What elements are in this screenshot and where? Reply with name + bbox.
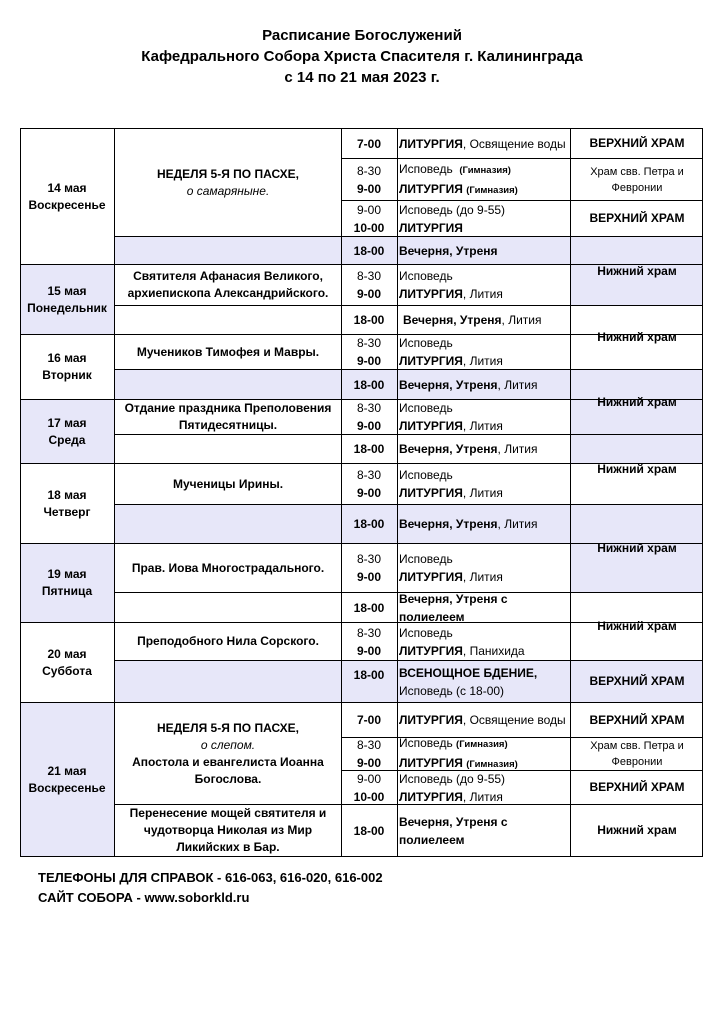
time-value: 18-00 — [353, 442, 385, 456]
day-date: 18 мая — [47, 487, 87, 502]
service-name: ЛИТУРГИЯ — [399, 643, 463, 658]
title-line-3: с 14 по 21 мая 2023 г. — [284, 69, 440, 86]
feast-subtitle: о самаряныне. — [186, 183, 270, 198]
service-note: , Лития — [462, 354, 503, 368]
service-cell — [399, 464, 569, 504]
time-cell — [342, 335, 396, 369]
day-weekday: Вторник — [42, 368, 92, 382]
day-date: 14 мая — [47, 180, 87, 195]
location-name: Храм свв. Петра и — [590, 165, 684, 178]
day-weekday: Пятница — [41, 584, 93, 598]
service-note: (Гимназия) — [466, 184, 518, 196]
service-name: ЛИТУРГИЯ — [399, 287, 463, 301]
day-cell-14 — [20, 129, 114, 264]
time-value: 8-30 — [356, 163, 382, 178]
feast-20 — [115, 623, 341, 660]
day-date: 21 мая — [47, 763, 87, 778]
time-value: 18-00 — [353, 517, 385, 531]
time-value: 7-00 — [356, 713, 382, 727]
time-value: 9-00 — [356, 181, 382, 196]
location-cell: ВЕРХНИЙ ХРАМ — [589, 712, 685, 727]
time-value: 9-00 — [356, 419, 382, 433]
feast-21-evening — [115, 805, 341, 856]
feast-21 — [115, 703, 341, 804]
service-name-2: полиелеем — [399, 609, 465, 624]
day-date: 19 мая — [47, 567, 87, 581]
service-name: Исповедь — [399, 625, 453, 640]
service-name: ЛИТУРГИЯ — [399, 756, 463, 770]
time-value: 10-00 — [353, 789, 385, 804]
location-cell: ВЕРХНИЙ ХРАМ — [589, 211, 685, 225]
service-note: , Лития — [462, 486, 503, 500]
service-cell — [399, 306, 573, 334]
day-weekday: Понедельник — [27, 300, 107, 315]
service-note: (Гимназия) — [466, 759, 518, 770]
service-name: ЛИТУРГИЯ — [399, 789, 463, 804]
title-line-1: Расписание Богослужений — [262, 27, 462, 44]
service-name: ЛИТУРГИЯ — [399, 486, 463, 500]
service-cell — [399, 544, 569, 592]
time-value: 9-00 — [356, 486, 382, 500]
service-note: , Лития — [462, 570, 503, 584]
day-weekday: Воскресенье — [28, 780, 106, 795]
time-cell — [342, 201, 396, 236]
service-name: ЛИТУРГИЯ — [399, 570, 463, 584]
day-date: 17 мая — [47, 415, 87, 430]
feast-title-2: архиепископа Александрийского. — [127, 286, 329, 300]
service-note: , Освящение воды — [462, 713, 566, 727]
service-cell — [399, 201, 569, 236]
service-cell — [399, 435, 569, 463]
time-value: 18-00 — [353, 668, 385, 682]
service-name: Исповедь — [399, 401, 453, 415]
service-note: , Лития — [501, 313, 542, 327]
time-value: 9-00 — [356, 202, 382, 217]
time-cell — [342, 306, 396, 334]
time-cell — [342, 237, 396, 264]
time-value: 8-30 — [356, 738, 382, 752]
feast-title-3: Ликийских в Бар. — [176, 840, 280, 854]
service-name: Вечерня, Утреня — [399, 517, 498, 531]
time-cell — [342, 435, 396, 463]
location-cell: Нижний храм — [597, 394, 677, 409]
day-cell-17 — [20, 400, 114, 463]
day-weekday: Суббота — [42, 663, 92, 678]
service-name: Исповедь — [399, 269, 453, 283]
day-weekday: Воскресенье — [28, 197, 106, 212]
service-cell — [399, 661, 569, 702]
location-name-2: Февронии — [611, 181, 663, 194]
time-value: 8-30 — [356, 401, 382, 415]
feast-18 — [115, 464, 341, 504]
location-cell: ВЕРХНИЙ ХРАМ — [589, 674, 685, 688]
service-name: Вечерня, Утреня — [399, 243, 498, 258]
service-name: ЛИТУРГИЯ — [399, 220, 463, 235]
service-note: , Лития — [497, 517, 538, 531]
service-name: Исповедь — [399, 736, 453, 750]
service-name: ВСЕНОЩНОЕ БДЕНИЕ, — [399, 665, 538, 680]
service-note: , Лития — [462, 419, 503, 433]
service-name: ЛИТУРГИЯ — [399, 713, 463, 727]
service-note: (Гимназия) — [456, 739, 508, 750]
time-value: 9-00 — [356, 756, 382, 770]
service-cell — [399, 589, 569, 626]
feast-subtitle: о слепом. — [200, 737, 256, 752]
time-value: 18-00 — [353, 823, 385, 838]
feast-title: Святителя Афанасия Великого, — [133, 269, 323, 283]
feast-title-2: чудотворца Николая из Мир — [143, 823, 313, 837]
day-weekday: Среда — [48, 432, 86, 447]
service-name: ЛИТУРГИЯ — [399, 136, 463, 151]
time-cell — [342, 370, 396, 399]
service-name: Вечерня, Утреня — [399, 377, 498, 392]
service-cell — [399, 400, 569, 434]
day-cell-20 — [20, 623, 114, 702]
service-name: Вечерня, Утреня с — [399, 814, 508, 829]
service-cell — [399, 237, 569, 264]
time-value: 8-30 — [356, 336, 382, 350]
service-note: , Лития — [462, 287, 503, 301]
service-name: ЛИТУРГИЯ — [399, 354, 463, 368]
service-name: ЛИТУРГИЯ — [399, 419, 463, 433]
feast-title: НЕДЕЛЯ 5-Я ПО ПАСХЕ, — [156, 720, 300, 735]
feast-title: НЕДЕЛЯ 5-Я ПО ПАСХЕ, — [156, 166, 300, 181]
day-cell-15 — [20, 265, 114, 334]
time-cell — [342, 738, 396, 770]
day-weekday: Четверг — [43, 504, 91, 519]
feast-title: Перенесение мощей святителя и — [129, 806, 327, 820]
location-cell: Нижний храм — [597, 462, 677, 476]
feast-title: Отдание праздника Преполовения — [124, 401, 332, 415]
service-cell — [399, 265, 569, 305]
day-date: 15 мая — [47, 283, 87, 298]
service-cell — [399, 159, 569, 200]
service-name: Исповедь — [399, 552, 453, 566]
service-name: Исповедь (до 9-55) — [399, 771, 506, 786]
feast-title-2: Пятидесятницы. — [178, 418, 278, 432]
service-name: ЛИТУРГИЯ — [399, 181, 463, 196]
service-cell — [399, 623, 569, 660]
service-cell — [399, 771, 569, 804]
time-value: 8-30 — [356, 269, 382, 283]
service-name: Вечерня, Утреня с — [399, 591, 508, 606]
location-cell: ВЕРХНИЙ ХРАМ — [589, 136, 685, 150]
location-name-2: Февронии — [611, 756, 663, 768]
day-date: 16 мая — [47, 351, 87, 365]
service-name: Вечерня, Утреня — [399, 442, 498, 456]
service-note: , Лития — [462, 789, 503, 804]
service-name: Исповедь — [399, 336, 453, 350]
location-cell: Нижний храм — [597, 619, 677, 633]
service-cell — [399, 805, 569, 856]
phones-line: ТЕЛЕФОНЫ ДЛЯ СПРАВОК - 616-063, 616-020, 616-002 — [38, 870, 383, 885]
time-cell — [342, 661, 396, 689]
time-value: 9-00 — [356, 771, 382, 786]
time-value: 8-30 — [356, 552, 382, 566]
service-note: , Панихида — [462, 643, 525, 658]
time-value: 9-00 — [356, 643, 382, 658]
location-cell: Нижний храм — [597, 330, 677, 344]
feast-19 — [115, 544, 341, 592]
feast-16 — [115, 335, 341, 369]
time-value: 18-00 — [353, 243, 385, 258]
website-line: САЙТ СОБОРА - www.soborkld.ru — [38, 890, 250, 905]
time-value: 18-00 — [353, 377, 385, 392]
location-cell: Нижний храм — [597, 823, 677, 837]
service-cell — [399, 505, 569, 543]
location-cell — [572, 159, 702, 200]
service-name: Исповедь — [399, 161, 453, 176]
time-cell — [342, 703, 396, 737]
time-cell — [342, 464, 396, 504]
service-note: , Лития — [497, 442, 538, 456]
location-name: Храм свв. Петра и — [590, 740, 684, 752]
service-name: Исповедь (до 9-55) — [399, 202, 506, 217]
time-cell — [342, 771, 396, 804]
time-value: 9-00 — [356, 287, 382, 301]
time-cell — [342, 623, 396, 660]
time-value: 18-00 — [353, 313, 385, 327]
time-cell — [342, 544, 396, 592]
time-cell — [342, 159, 396, 200]
service-cell — [399, 335, 569, 369]
feast-15 — [115, 265, 341, 305]
service-cell — [399, 129, 569, 158]
service-cell — [399, 703, 569, 737]
service-note: , Освящение воды — [462, 136, 566, 151]
time-value: 7-00 — [356, 136, 382, 151]
feast-title: Мученицы Ирины. — [172, 476, 284, 491]
location-cell: Нижний храм — [597, 541, 677, 555]
time-cell — [342, 505, 396, 543]
feast-title: Прав. Иова Многострадального. — [131, 560, 325, 575]
day-cell-19 — [20, 544, 114, 622]
time-cell — [342, 265, 396, 305]
feast-17 — [115, 400, 341, 434]
service-cell — [399, 370, 569, 399]
time-value: 8-30 — [356, 625, 382, 640]
feast-title-3: Богослова. — [194, 771, 262, 786]
location-cell: Нижний храм — [597, 263, 677, 278]
time-cell — [342, 400, 396, 434]
day-cell-16 — [20, 335, 114, 399]
location-cell — [572, 738, 702, 770]
time-value: 8-30 — [356, 468, 382, 482]
feast-title: Преподобного Нила Сорского. — [137, 634, 319, 648]
time-value: 10-00 — [353, 220, 385, 235]
feast-14 — [115, 129, 341, 236]
day-date: 20 мая — [47, 646, 87, 661]
time-cell — [342, 805, 396, 856]
time-cell — [342, 129, 396, 158]
time-value: 9-00 — [356, 570, 382, 584]
day-cell-21 — [20, 703, 114, 856]
feast-title: Мучеников Тимофея и Мавры. — [136, 344, 320, 359]
service-cell — [399, 738, 569, 770]
time-cell — [342, 593, 396, 622]
service-name: Вечерня, Утреня — [403, 313, 502, 327]
time-value: 18-00 — [353, 600, 385, 615]
title-line-2: Кафедрального Собора Христа Спасителя г. Калининграда — [141, 48, 583, 65]
location-cell: ВЕРХНИЙ ХРАМ — [589, 780, 685, 794]
service-note: , Лития — [497, 377, 538, 392]
service-note: Исповедь (с 18-00) — [399, 683, 505, 698]
service-name-2: полиелеем — [399, 832, 465, 847]
service-note: (Гимназия) — [459, 164, 511, 176]
service-name: Исповедь — [399, 468, 453, 482]
day-cell-18 — [20, 464, 114, 543]
time-value: 9-00 — [356, 354, 382, 368]
feast-title-2: Апостола и евангелиста Иоанна — [132, 754, 324, 769]
